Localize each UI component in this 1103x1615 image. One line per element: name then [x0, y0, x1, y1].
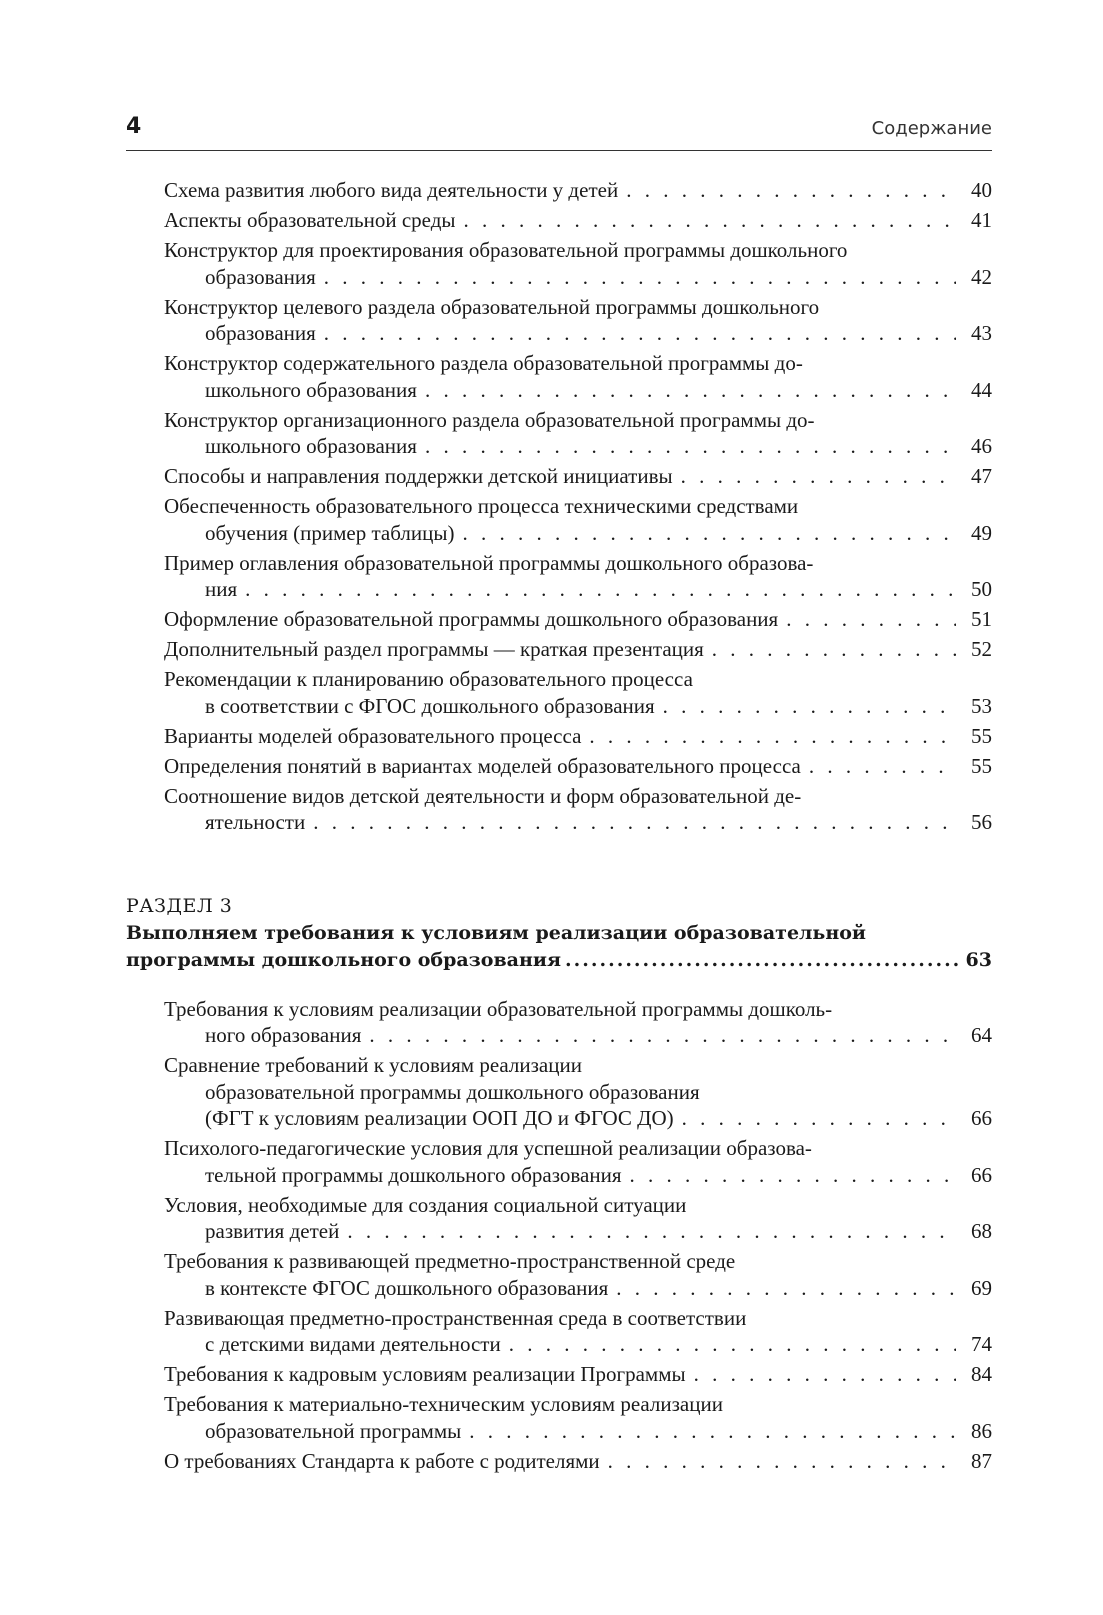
toc-entry-line: Пример оглавления образовательной программы дошкольного образова- [164, 550, 814, 575]
dot-leader [608, 1448, 956, 1475]
toc-page-number: 84 [971, 1362, 992, 1386]
dot-leader [469, 1418, 956, 1445]
toc-entry-line: Конструктор для проектирования образовательной программы дошкольного [164, 238, 848, 262]
toc-entry-line: Сравнение требований к условиям реализации [164, 1053, 582, 1077]
toc-page-number: 55 [971, 723, 992, 748]
dot-leader [425, 433, 956, 460]
toc-entry-last-line [164, 723, 992, 750]
toc-entry [164, 493, 992, 546]
toc-page-number: 50 [971, 577, 992, 601]
toc-entry-line: Условия, необходимые для создания социальной ситуации [164, 1192, 687, 1217]
toc-entry-line: в соответствии с ФГОС дошкольного образования [205, 693, 655, 718]
dot-leader [630, 1162, 956, 1189]
dot-leader [462, 520, 956, 547]
dot-leader [786, 606, 956, 633]
toc-entry-last-line [164, 377, 992, 404]
toc-entry [164, 550, 992, 603]
toc-entry-last-line [164, 1162, 992, 1189]
toc-entry-line: Конструктор организационного раздела образовательной программы до- [164, 407, 815, 432]
toc-entry-last-line [164, 1361, 992, 1388]
toc-entry-line: Оформление образовательной программы дошкольного образования [164, 607, 779, 631]
toc-page-number: 87 [971, 1448, 992, 1473]
toc-entry-line: Способы и направления поддержки детской инициативы [164, 464, 673, 488]
toc-entry-line: Определения понятий в вариантах моделей образовательного процесса [164, 753, 801, 778]
running-head: Содержание [871, 118, 992, 139]
toc-entry [164, 237, 992, 290]
dot-leader [616, 1275, 956, 1302]
toc-entry-last-line [164, 809, 992, 836]
toc-entries-after [126, 996, 992, 1475]
toc-entry [164, 1361, 992, 1388]
toc-entry-line: Психолого-педагогические условия для успешной реализации образова- [164, 1136, 812, 1160]
toc-entry-last-line [164, 264, 992, 291]
dot-leader [324, 264, 956, 291]
toc-entry [164, 207, 992, 234]
toc-entry-line: Конструктор содержательного раздела образовательной программы до- [164, 351, 803, 375]
page-number: 4 [126, 114, 142, 139]
toc-page-number: 43 [971, 321, 992, 345]
toc-entry-line: образовательной программы дошкольного образования [205, 1079, 700, 1104]
toc-entry [164, 666, 992, 719]
toc-entry [164, 783, 992, 836]
toc-page-number: 86 [971, 1418, 992, 1443]
toc-entry-last-line [164, 520, 992, 547]
toc-entry-line: развития детей [205, 1219, 340, 1243]
section-label: РАЗДЕЛ 3 [126, 894, 233, 917]
toc-entry-last-line [164, 606, 992, 633]
toc-entry-line: Требования к кадровым условиям реализации Программы [164, 1362, 686, 1386]
toc-page-number: 42 [971, 264, 992, 289]
toc-entry [164, 636, 992, 663]
toc-entry [164, 294, 992, 347]
toc-entry [164, 177, 992, 204]
toc-entry-line: Обеспеченность образовательного процесса техническими средствами [164, 494, 799, 518]
dot-leader [682, 1105, 956, 1132]
toc-page-number: 53 [971, 693, 992, 718]
toc-entry [164, 1135, 992, 1188]
toc-entry-line: Соотношение видов детской деятельности и форм образовательной де- [164, 783, 802, 808]
toc-entry-line: школьного образования [205, 434, 417, 458]
toc-entry [164, 996, 992, 1049]
toc-page-number: 68 [971, 1219, 992, 1243]
toc-entry-line: Варианты моделей образовательного процесса [164, 723, 582, 748]
toc-entries-before [126, 177, 992, 836]
dot-leader [565, 947, 958, 974]
toc-entry-line: Рекомендации к планированию образовательного процесса [164, 667, 693, 691]
toc-page-number: 64 [971, 1023, 992, 1047]
toc-entry-line: Требования к материально-техническим условиям реализации [164, 1392, 723, 1416]
toc-page-number: 44 [971, 377, 992, 402]
toc-entry-line: Развивающая предметно-пространственная среда в соответствии [164, 1305, 747, 1330]
section-title-last-line [126, 947, 992, 974]
toc-entry-line: Требования к развивающей предметно-пространственной среде [164, 1249, 736, 1273]
toc-entry [164, 407, 992, 460]
toc-entry [164, 1305, 992, 1358]
toc-page-number: 40 [971, 178, 992, 202]
toc-entry [164, 1052, 992, 1132]
toc-entry-line: ятельности [205, 810, 306, 834]
toc-entry-line: ния [205, 577, 238, 601]
toc-entry-line: Аспекты образовательной среды [164, 208, 456, 232]
dot-leader [245, 576, 956, 603]
toc-entry [164, 1448, 992, 1475]
toc-entry-last-line [164, 1418, 992, 1445]
toc-page-number: 55 [971, 753, 992, 778]
toc-entry-line: Конструктор целевого раздела образовательной программы дошкольного [164, 294, 820, 319]
toc-entry-line: ного образования [205, 1023, 362, 1047]
toc-entry-last-line [164, 433, 992, 460]
table-of-contents [126, 177, 992, 1478]
toc-entry-line: образования [205, 264, 316, 289]
toc-page-number: 66 [971, 1106, 992, 1130]
toc-entry [164, 350, 992, 403]
toc-page-number: 47 [971, 464, 992, 488]
toc-entry [164, 1248, 992, 1301]
dot-leader [313, 809, 956, 836]
toc-page-number: 41 [971, 208, 992, 232]
toc-entry-last-line [164, 1218, 992, 1245]
toc-entry-last-line [164, 753, 992, 780]
toc-entry-line: Требования к условиям реализации образовательной программы дошколь- [164, 996, 833, 1021]
dot-leader [324, 320, 956, 347]
dot-leader [694, 1361, 956, 1388]
toc-entry [164, 1391, 992, 1444]
section-page-number: 63 [965, 948, 992, 971]
dot-leader [589, 723, 956, 750]
toc-entry [164, 723, 992, 750]
toc-entry-last-line [164, 1105, 992, 1132]
dot-leader [509, 1331, 956, 1358]
toc-entry-line: Схема развития любого вида деятельности у детей [164, 178, 619, 202]
toc-entry-line: О требованиях Стандарта к работе с родителями [164, 1448, 600, 1473]
toc-page-number: 56 [971, 810, 992, 834]
dot-leader [425, 377, 956, 404]
dot-leader [626, 177, 956, 204]
toc-page-number: 49 [971, 520, 992, 545]
toc-entry-line: школьного образования [205, 377, 417, 402]
toc-page-number: 66 [971, 1162, 992, 1187]
dot-leader [712, 636, 956, 663]
toc-entry-last-line [164, 576, 992, 603]
toc-entry-line: обучения (пример таблицы) [205, 520, 455, 545]
dot-leader [681, 463, 956, 490]
toc-entry-last-line [164, 177, 992, 204]
toc-page-number: 69 [971, 1275, 992, 1300]
toc-entry-last-line [164, 1331, 992, 1358]
toc-page-number: 74 [971, 1332, 992, 1356]
toc-entry-last-line [164, 320, 992, 347]
dot-leader [369, 1022, 956, 1049]
dot-leader [464, 207, 956, 234]
toc-entry-last-line [164, 1448, 992, 1475]
toc-entry-line: (ФГТ к условиям реализации ООП ДО и ФГОС ДО) [205, 1106, 674, 1130]
toc-entry-line: образования [205, 321, 316, 345]
toc-entry-line: в контексте ФГОС дошкольного образования [205, 1275, 609, 1300]
section-title [126, 920, 992, 974]
toc-entry [164, 1192, 992, 1245]
dot-leader [347, 1218, 956, 1245]
toc-entry-last-line [164, 1022, 992, 1049]
toc-entry-line: образовательной программы [205, 1418, 462, 1443]
dot-leader [809, 753, 956, 780]
toc-entry [164, 753, 992, 780]
toc-entry-last-line [164, 207, 992, 234]
toc-entry [164, 606, 992, 633]
toc-page-number: 51 [971, 607, 992, 631]
toc-page-number: 46 [971, 434, 992, 458]
toc-entry-last-line [164, 636, 992, 663]
toc-entry-last-line [164, 693, 992, 720]
toc-entry-line: с детскими видами деятельности [205, 1332, 501, 1356]
toc-entry-last-line [164, 463, 992, 490]
toc-page-number: 52 [971, 637, 992, 661]
toc-entry-last-line [164, 1275, 992, 1302]
toc-entry-line: тельной программы дошкольного образования [205, 1162, 622, 1187]
section-title-line: Выполняем требования к условиям реализации образовательной [126, 921, 866, 944]
toc-entry [164, 463, 992, 490]
dot-leader [663, 693, 956, 720]
toc-section [126, 892, 992, 974]
section-title-line: программы дошкольного образования [126, 948, 562, 971]
toc-entry-line: Дополнительный раздел программы — краткая презентация [164, 637, 704, 661]
page-header [126, 112, 992, 151]
